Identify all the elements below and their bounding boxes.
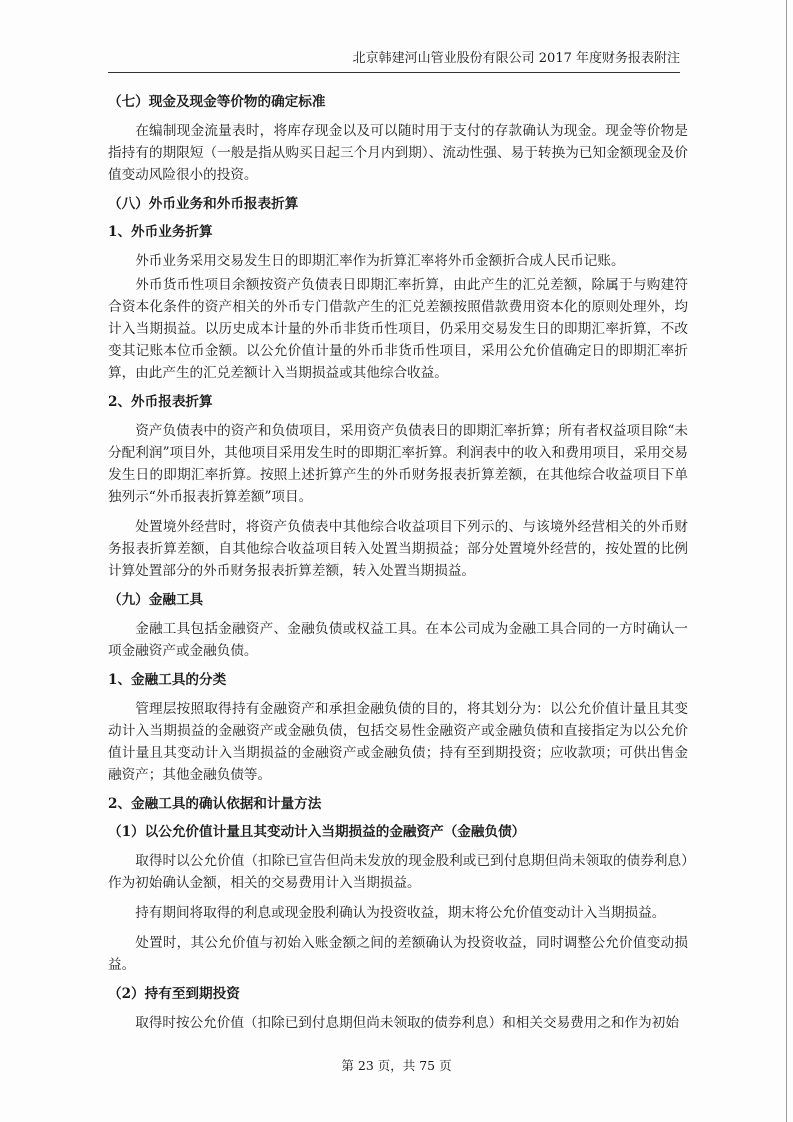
page-number: 第 23 页，共 75 页	[341, 1058, 452, 1073]
item-heading-htm: （2）持有至到期投资	[108, 986, 240, 1002]
subsection-heading-recognition: 2、金融工具的确认依据和计量方法	[108, 796, 322, 812]
paragraph-fvtpl-2: 持有期间将取得的利息或现金股利确认为投资收益，期末将公允价值变动计入当期损益。	[135, 905, 666, 921]
page-edge-line	[786, 0, 787, 1122]
running-header: 北京韩建河山管业股份有限公司 2017 年度财务报表附注	[352, 51, 680, 66]
section-heading-9: （九）金融工具	[108, 592, 204, 608]
subsection-heading-fx-business: 1、外币业务折算	[108, 224, 213, 240]
paragraph-htm-1: 取得时按公允价值（扣除已到付息期但尚未领取的债券利息）和相关交易费用之和作为初始	[135, 1015, 679, 1031]
body-content	[108, 90, 688, 1042]
paragraph-fvtpl-3: 处置时，其公允价值与初始入账金额之间的差额确认为投资收益，同时调整公允价值变动损益。	[108, 935, 688, 973]
paragraph-fx-business-1: 外币业务采用交易发生日的即期汇率作为折算汇率将外币金额折合成人民币记账。	[135, 253, 625, 269]
section-heading-8: （八）外币业务和外币报表折算	[108, 196, 299, 212]
paragraph-financial-instruments: 金融工具包括金融资产、金融负债或权益工具。在本公司成为金融工具合同的一方时确认一项金融资产或金融负债。	[108, 621, 688, 659]
subsection-heading-fx-statement: 2、外币报表折算	[108, 394, 213, 410]
paragraph-fx-statement-2: 处置境外经营时，将资产负债表中其他综合收益项目下列示的、与该境外经营相关的外币财务报表折算差额，自其他综合收益项目转入处置当期损益；部分处置境外经营的，按处置的比例计算处置部分的外币财务报表折算差额，转入处置当期损益。	[108, 519, 688, 579]
paragraph-fvtpl-1: 取得时以公允价值（扣除已宣告但尚未发放的现金股利或已到付息期但尚未领取的债券利息）作为初始确认金额，相关的交易费用计入当期损益。	[108, 853, 688, 891]
item-heading-fvtpl: （1）以公允价值计量且其变动计入当期损益的金融资产（金融负债）	[108, 824, 526, 840]
paragraph-cash-equivalents: 在编制现金流量表时，将库存现金以及可以随时用于支付的存款确认为现金。现金等价物是指持有的期限短（一般是指从购买日起三个月内到期）、流动性强、易于转换为已知金额现金及价值变动风险很小的投资。	[108, 123, 688, 183]
section-heading-7: （七）现金及现金等价物的确定标准	[108, 94, 326, 110]
subsection-heading-classification: 1、金融工具的分类	[108, 672, 227, 688]
paragraph-fx-statement-1: 资产负债表中的资产和负债项目，采用资产负债表日的即期汇率折算；所有者权益项目除“未分配利润”项目外，其他项目采用发生时的即期汇率折算。利润表中的收入和费用项目，采用交易发生日的即期汇率折算。按照上述折算产生的外币财务报表折算差额，在其他综合收益项目下单独列示“外币报表折算差额”项目。	[108, 423, 688, 505]
header-rule	[108, 72, 680, 73]
paragraph-fx-business-2: 外币货币性项目余额按资产负债表日即期汇率折算，由此产生的汇兑差额，除属于与购建符合资本化条件的资产相关的外币专门借款产生的汇兑差额按照借款费用资本化的原则处理外，均计入当期损益。以历史成本计量的外币非货币性项目，仍采用交易发生日的即期汇率折算，不改变其记账本位币金额。以公允价值计量的外币非货币性项目，采用公允价值确定日的即期汇率折算，由此产生的汇兑差额计入当期损益或其他综合收益。	[108, 277, 688, 381]
paragraph-classification: 管理层按照取得持有金融资产和承担金融负债的目的，将其划分为：以公允价值计量且其变动计入当期损益的金融资产或金融负债，包括交易性金融资产或金融负债和直接指定为以公允价值计量且其变动计入当期损益的金融资产或金融负债；持有至到期投资；应收款项；可供出售金融资产；其他金融负债等。	[108, 701, 688, 783]
